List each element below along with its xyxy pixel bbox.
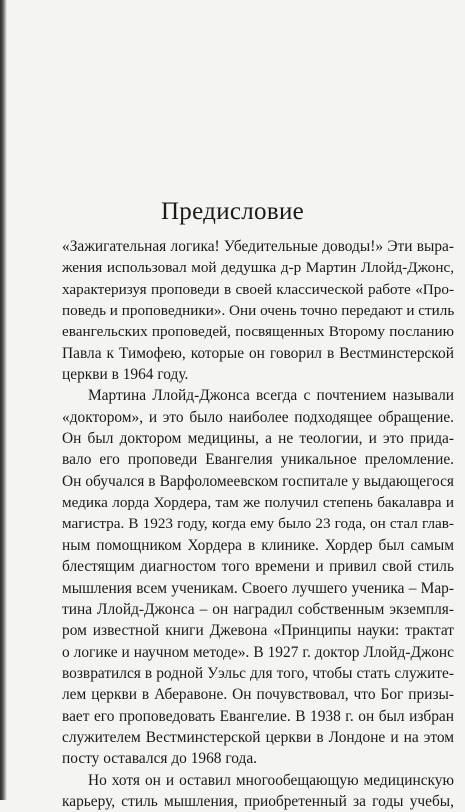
text-line: посту оставался до 1968 года. [62, 750, 258, 768]
text-line: Он был доктором медицины, а не теологии, и это прида- [62, 430, 454, 448]
text-line: лем церкви в Аберавоне. Он почувствовал, что Бог призы- [62, 686, 454, 704]
text-line: служителем Вестминстерской церкви в Лондоне и на этом [62, 728, 454, 746]
text-line: «Зажигательная логика! Убедительные доводы!» Эти выра- [62, 238, 454, 255]
text-line: вало его проповеди Евангелия уникальное преломление. [62, 451, 454, 469]
text-line: характеризуя проповеди в своей классической работе «Про- [62, 280, 454, 298]
text-line: Он обучался в Варфоломеевском госпитале у выдающегося [62, 472, 454, 490]
text-line: медика лорда Хордера, там же получил степень бакалавра и [62, 494, 454, 512]
chapter-heading: Предисловие [160, 198, 305, 225]
page-edge-shadow [0, 0, 7, 800]
text-line: жения использовал мой дедушка д-р Мартин Ллойд-Джонс, [62, 259, 454, 277]
text-line: о логике и научном методе». В 1927 г. доктор Ллойд-Джонс [62, 643, 454, 661]
text-line: вает его проповедовать Евангелие. В 1938 г. он был избран [62, 707, 454, 725]
text-line: ным помощником Хордера в клинике. Хордер был самым [62, 536, 454, 554]
text-line: тина Ллойд-Джонса – он наградил собственным экземпля- [62, 600, 454, 618]
text-line: блестящим диагностом того времени и привил свой стиль [62, 558, 454, 576]
text-line: карьеру, стиль мышления, приобретенный за годы учебы, [62, 792, 454, 810]
text-line: поведь и проповедники». Они очень точно передают и стиль [62, 302, 455, 320]
body-text [62, 236, 454, 812]
text-line: евангельских проповедей, посвященных Второму посланию [62, 323, 454, 341]
text-line: возвратился в родной Уэльс для того, чтобы стать служите- [62, 664, 454, 682]
text-line: церкви в 1964 году. [62, 366, 189, 384]
text-line: Но хотя он и оставил многообещающую медицинскую [88, 771, 454, 789]
text-line: мышления всем ученикам. Своего лучшего ученика – Мар- [62, 579, 454, 597]
text-line: «доктором», и это было наиболее подходящее обращение. [62, 408, 454, 426]
text-line: Павла к Тимофею, которые он говорил в Вестминстерской [62, 344, 454, 362]
text-line: ром известной книги Джевона «Принципы науки: трактат [62, 622, 454, 640]
text-line: Мартина Ллойд-Джонса всегда с почтением называли [88, 387, 454, 405]
text-line: магистра. В 1923 году, когда ему было 23 года, он стал глав- [62, 515, 454, 533]
